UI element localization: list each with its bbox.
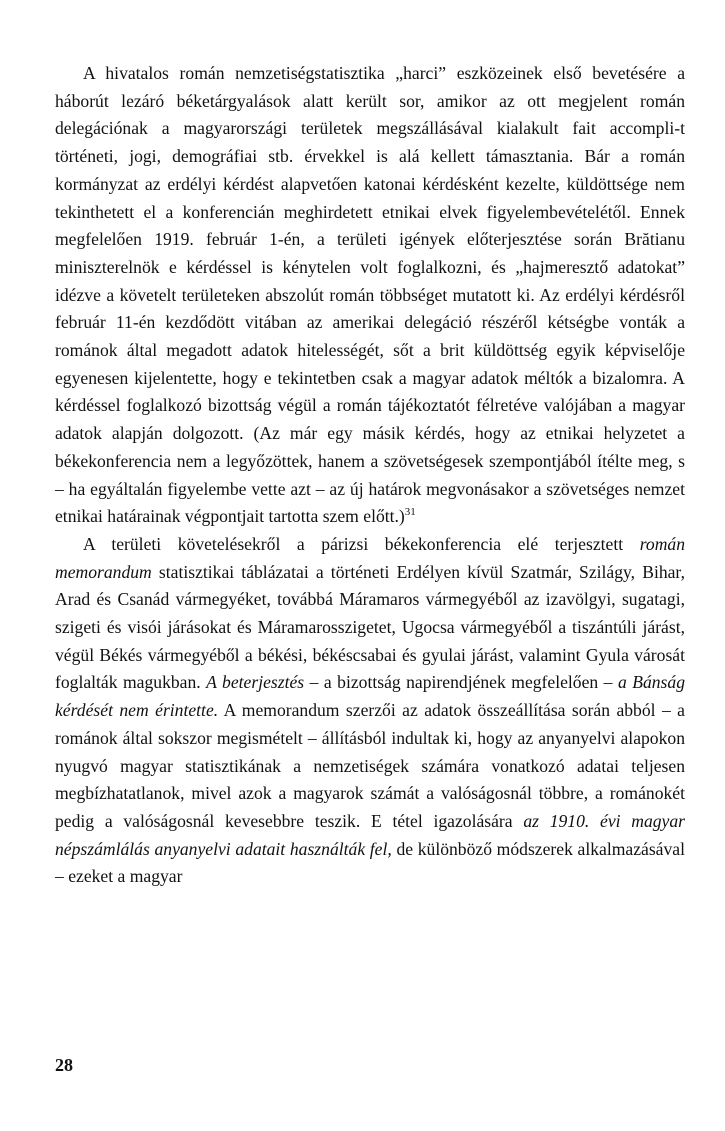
text-run: de különböző módszerek alkalmazásával – ezeket a magyar: [55, 838, 685, 887]
text-run: – a bizottság napirendjének megfelelően –: [304, 672, 618, 693]
page-number: 28: [55, 1055, 73, 1075]
italic-text: az 1910. évi magyar népszámlálás anyanyelvi adatait használták fel,: [55, 810, 685, 859]
text-run: A területi követelésekről a párizsi békekonferencia elé terjesztett: [83, 533, 640, 554]
body-text: [55, 60, 685, 891]
text-run: A hivatalos román nemzetiségstatisztika „harci” eszközeinek első bevetésére a háborút lezáró béketárgyalások alatt került sor, amikor az ott megjelent román delegációnak a magyarországi területek megszállásával kialakult fait accompli-t történeti, jogi, demográfiai stb. érvekkel is alá kellett támasztania. Bár a román kormányzat az erdélyi kérdést alapvetően katonai kérdésként kezelte, küldöttsége nem tekinthetett el a konferencián meghirdetett etnikai elvek figyelembevételétől. Ennek megfelelően 1919. február 1-én, a területi igények előterjesztése során Brătianu miniszterelnök e kérdéssel is kénytelen volt foglalkozni, és „hajmeresztő adatokat” idézve a követelt területeken abszolút román többséget mutatott ki. Az erdélyi kérdésről február 11-én kezdődött vitában az amerikai delegáció részéről kétségbe vonták a románok által megadott adatok hitelességét, sőt a brit küldöttség egyik képviselője egyenesen kijelentette, hogy e tekintetben csak a magyar adatok méltók a bizalomra. A kérdéssel foglalkozó bizottság végül a román tájékoztatót félretéve valójában a magyar adatok alapján dolgozott. (Az már egy másik kérdés, hogy az etnikai helyzetet a békekonferencia nem a legyőzöttek, hanem a szövetségesek szempontjából ítélte meg, s – ha egyáltalán figyelembe vette azt – az új határok megvonásakor a szövetséges nemzet etnikai határainak végpontjait tartotta szem előtt.): [55, 63, 685, 527]
italic-text: a Bánság kérdését nem érintette.: [55, 672, 685, 721]
italic-text: román memorandum: [55, 533, 685, 582]
italic-text: A beterjesztés: [206, 672, 305, 693]
paragraph: [55, 531, 685, 891]
paragraph: [55, 60, 685, 531]
footnote-reference: 31: [404, 506, 416, 519]
text-run: statisztikai táblázatai a történeti Erdélyen kívül Szatmár, Szilágy, Bihar, Arad és Csanád vármegyéket, továbbá Máramaros vármegyéből az izavölgyi, sugatagi, szigeti és visói járásokat és Máramarosszigetet, Ugocsa vármegyéből a tiszántúli járást, végül Békés vármegyéből a békési, békéscsabai és gyulai járást, valamint Gyula városát foglalták magukban.: [55, 561, 685, 693]
text-run: A memorandum szerzői az adatok összeállítása során abból – a románok által sokszor megismételt – állításból indultak ki, hogy az anyanyelvi alapokon nyugvó magyar statisztikának a nemzetiségek számára vonatkozó adatai teljesen megbízhatatlanok, mivel azok a magyarok számát a valóságosnál többre, a románokét pedig a valóságosnál kevesebbre teszik. E tétel igazolására: [55, 700, 685, 831]
